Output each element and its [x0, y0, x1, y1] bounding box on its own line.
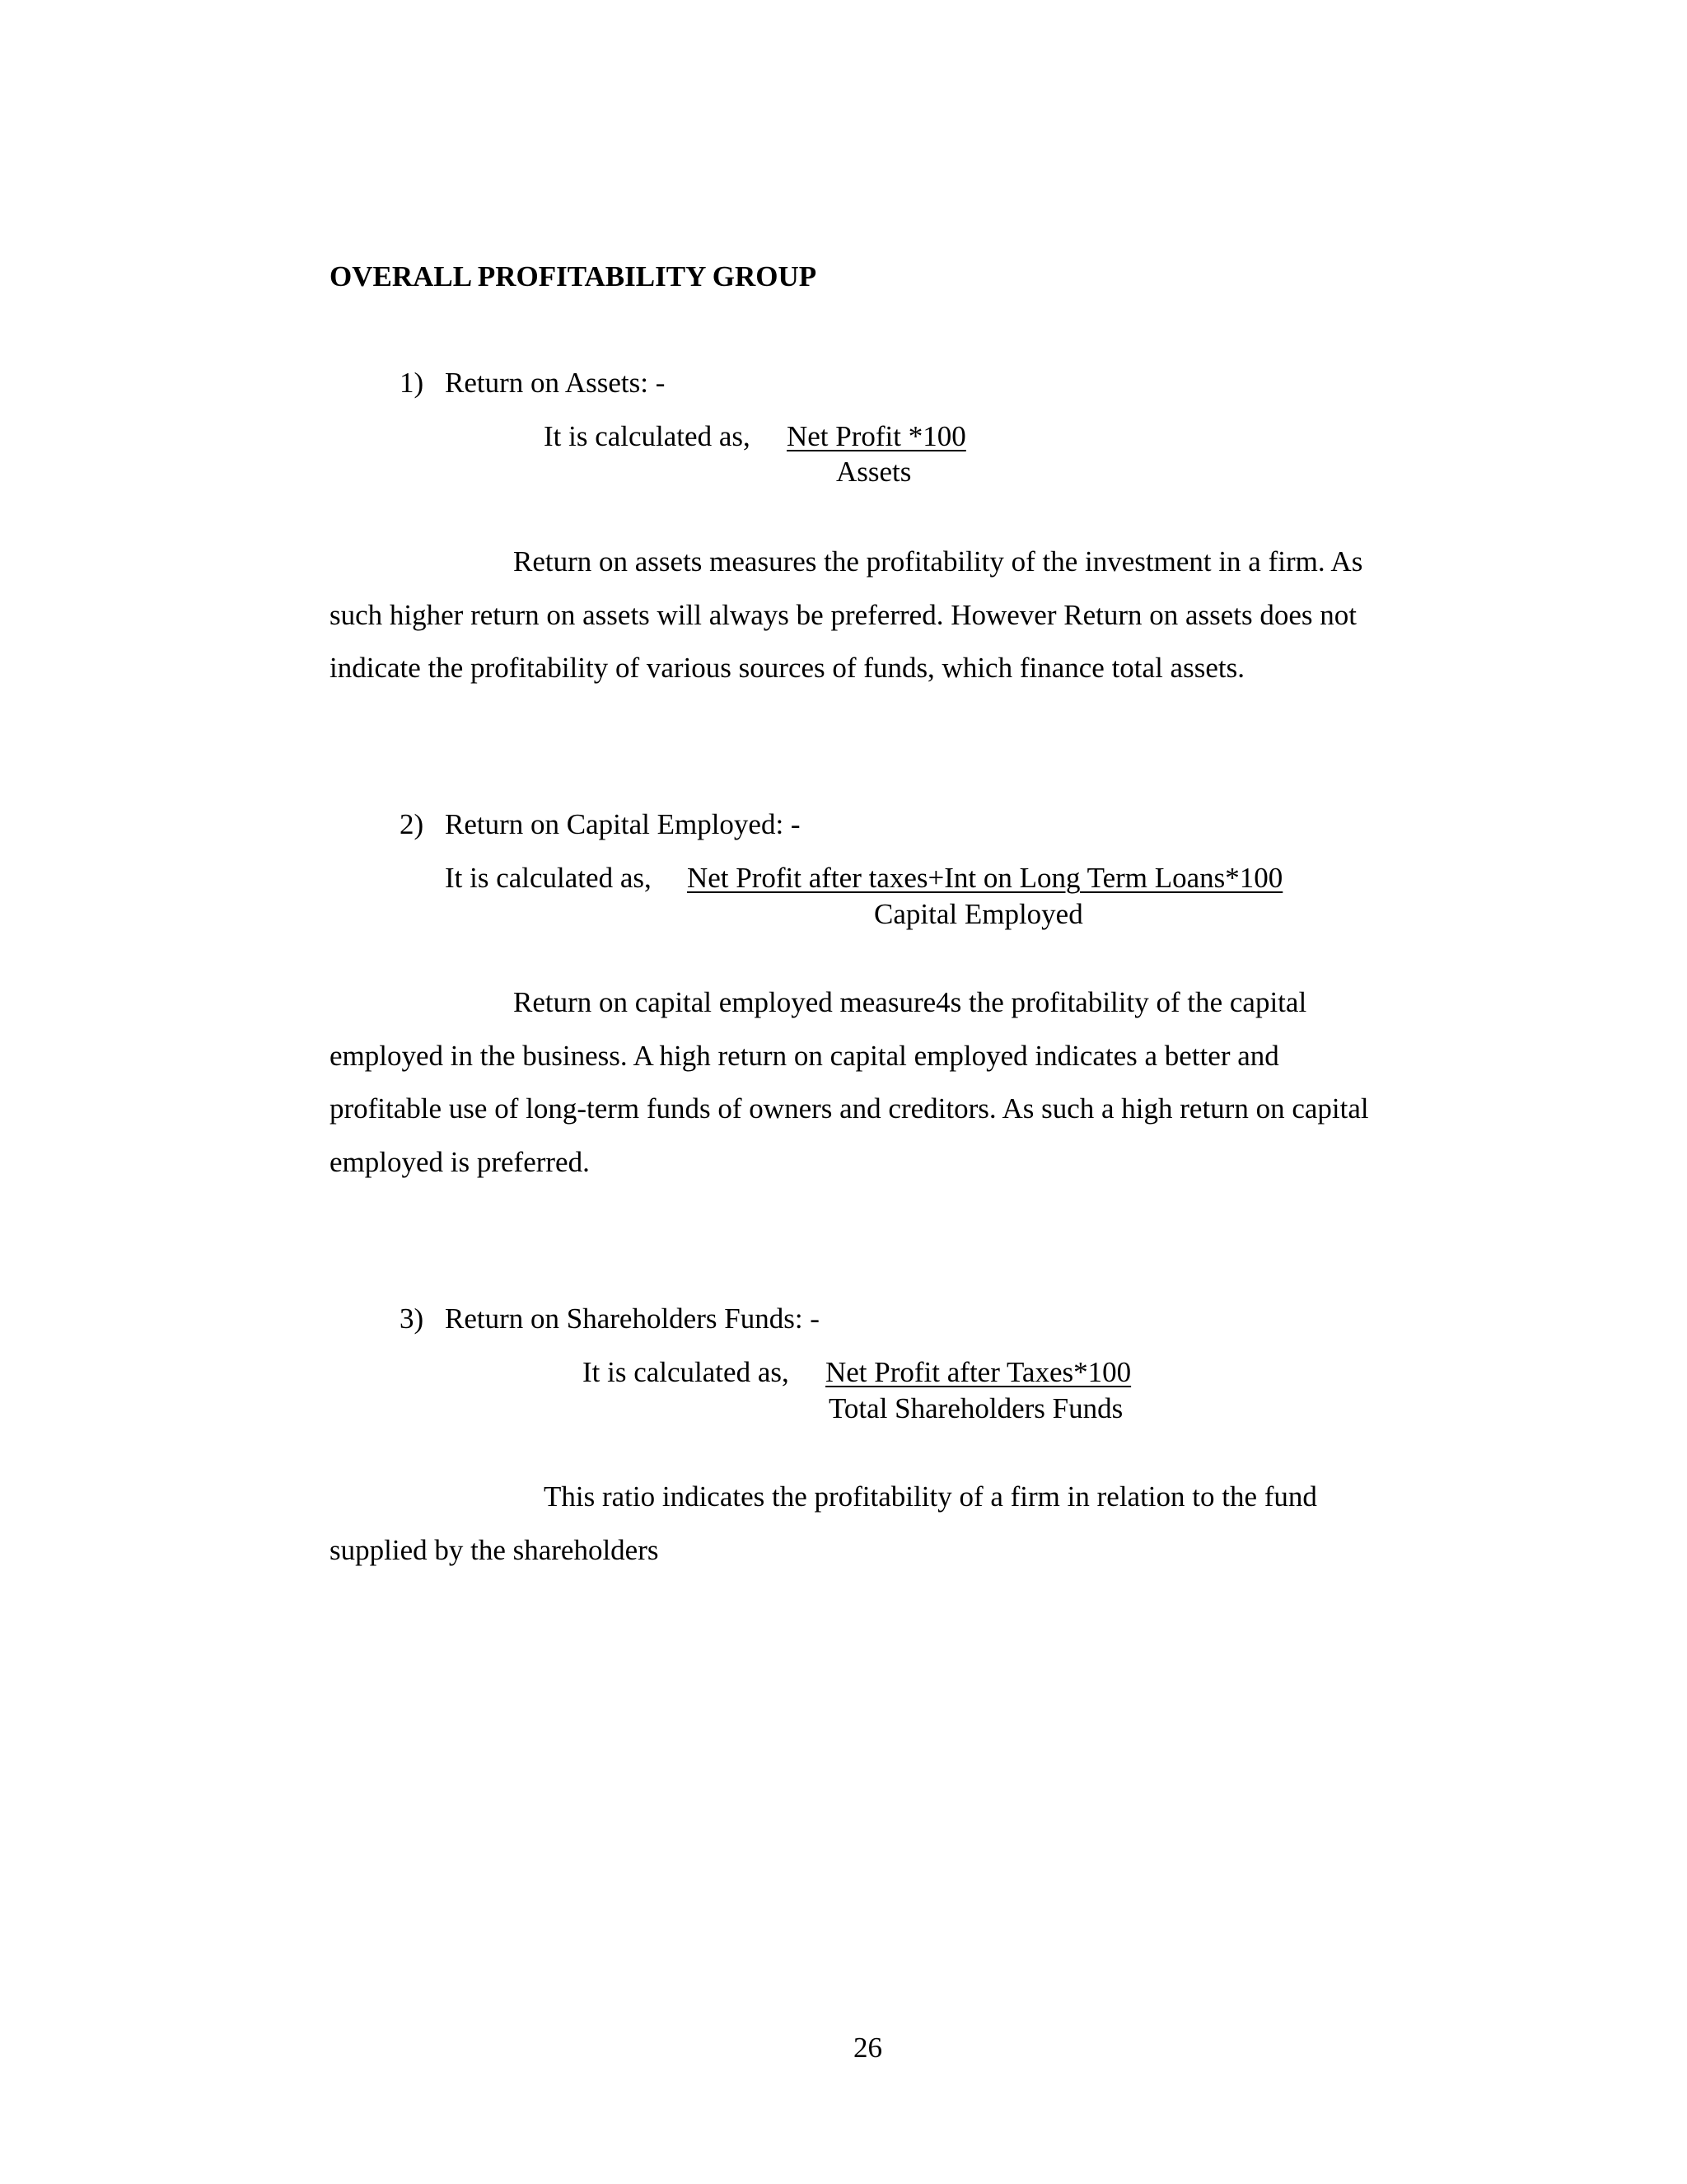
section-1-title: Return on Assets: - — [445, 367, 666, 399]
section-3-formula-prefix: It is calculated as, — [582, 1356, 789, 1388]
section-2-number: 2) — [400, 808, 424, 840]
section-2-formula-prefix: It is calculated as, — [445, 862, 652, 894]
section-1-formula-denominator: Assets — [836, 456, 912, 488]
section-3-number: 3) — [400, 1302, 424, 1335]
section-3-paragraph-text: This ratio indicates the profitability of a firm in relation to the fund supplied by the shareholders — [329, 1480, 1317, 1566]
section-1-paragraph-text: Return on assets measures the profitability of the investment in a firm. As such higher return on assets will always be preferred. However Return on assets does not indicate the profitability of various sources of funds, which finance total assets. — [329, 545, 1363, 684]
section-3-paragraph — [329, 1471, 1392, 1577]
section-3-title: Return on Shareholders Funds: - — [445, 1302, 820, 1335]
page-heading: OVERALL PROFITABILITY GROUP — [329, 260, 817, 292]
section-3-formula-denominator: Total Shareholders Funds — [829, 1392, 1124, 1424]
section-2-paragraph-text: Return on capital employed measure4s the profitability of the capital employed in the business. A high return on capital employed indicates a better and profitable use of long-term funds of owners and creditors. As such a high return on capital employed is preferred. — [329, 986, 1369, 1178]
page-number: 26 — [853, 2032, 882, 2064]
section-1-formula-numerator: Net Profit *100 — [787, 420, 966, 452]
section-1-paragraph — [329, 535, 1392, 695]
section-2-title: Return on Capital Employed: - — [445, 808, 801, 840]
section-1-number: 1) — [400, 367, 424, 399]
section-2-formula-denominator: Capital Employed — [874, 898, 1083, 930]
section-2-paragraph — [329, 976, 1392, 1189]
section-2-formula-numerator: Net Profit after taxes+Int on Long Term Loans*100 — [687, 862, 1283, 894]
section-1-formula-prefix: It is calculated as, — [544, 420, 750, 452]
section-3-formula-numerator: Net Profit after Taxes*100 — [825, 1356, 1132, 1388]
